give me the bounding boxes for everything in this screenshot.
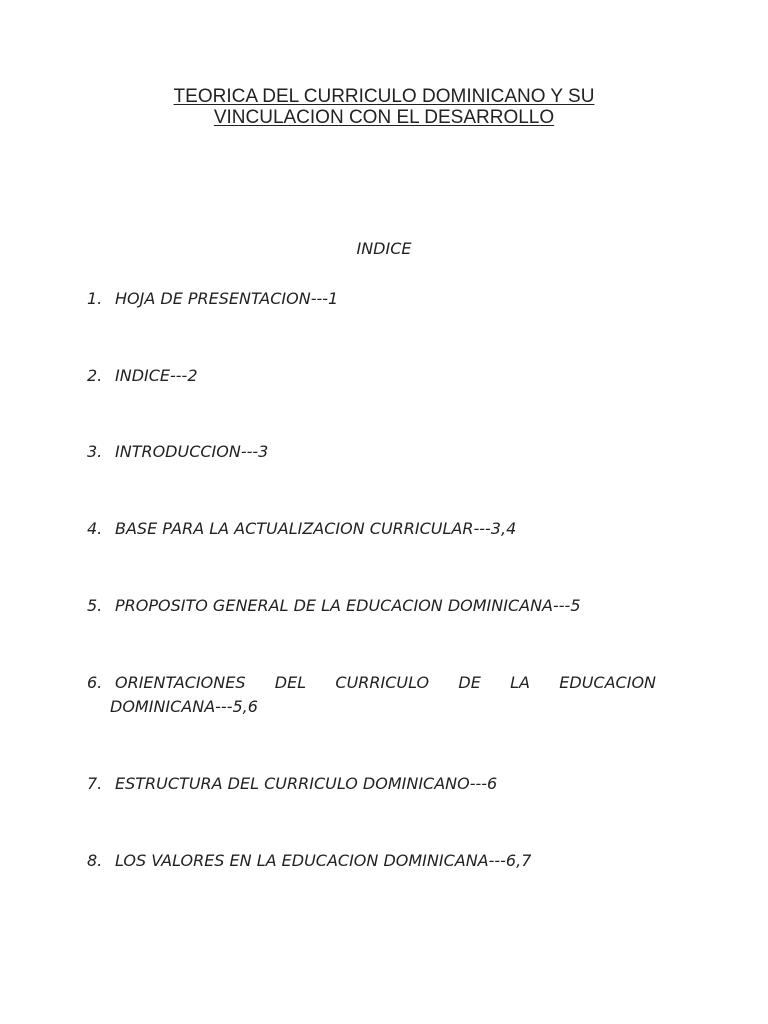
toc-item-number: 8. [87, 851, 103, 870]
toc-item-7 [87, 772, 656, 796]
toc-item-3 [87, 440, 656, 464]
toc-item-number: 6. [87, 673, 103, 692]
toc-item-6 [87, 671, 656, 695]
toc-item-number: 3. [87, 442, 103, 461]
toc-item-number: 2. [87, 366, 103, 385]
toc-item-text: ESTRUCTURA DEL CURRICULO DOMINICANO---6 [115, 774, 498, 793]
toc-item-number: 5. [87, 596, 103, 615]
toc-item-8 [87, 849, 656, 873]
toc-item-5 [87, 594, 656, 618]
toc-item-text: BASE PARA LA ACTUALIZACION CURRICULAR---3,4 [115, 519, 517, 538]
toc-item-text: HOJA DE PRESENTACION---1 [115, 289, 339, 308]
toc-item-text: INTRODUCCION---3 [115, 442, 269, 461]
toc-item-number: 7. [87, 774, 103, 793]
title-line-2: VINCULACION CON EL DESARROLLO [213, 107, 555, 128]
toc-item-2 [87, 364, 656, 388]
title-line-1: TEORICA DEL CURRICULO DOMINICANO Y SU [173, 86, 595, 107]
toc-item-text: ORIENTACIONES DEL CURRICULO DE LA EDUCACION [115, 673, 656, 692]
toc-item-4 [87, 517, 656, 541]
toc-item-text: INDICE---2 [115, 366, 198, 385]
toc-item-number: 4. [87, 519, 103, 538]
toc-item-text: PROPOSITO GENERAL DE LA EDUCACION DOMINICANA---5 [115, 596, 581, 615]
toc-item-1 [87, 287, 656, 311]
document-title [0, 86, 768, 128]
toc-item-6-continuation: DOMINICANA---5,6 [110, 697, 258, 716]
index-heading: INDICE [356, 239, 412, 258]
toc-item-number: 1. [87, 289, 103, 308]
toc-item-text: LOS VALORES EN LA EDUCACION DOMINICANA---6,7 [115, 851, 532, 870]
